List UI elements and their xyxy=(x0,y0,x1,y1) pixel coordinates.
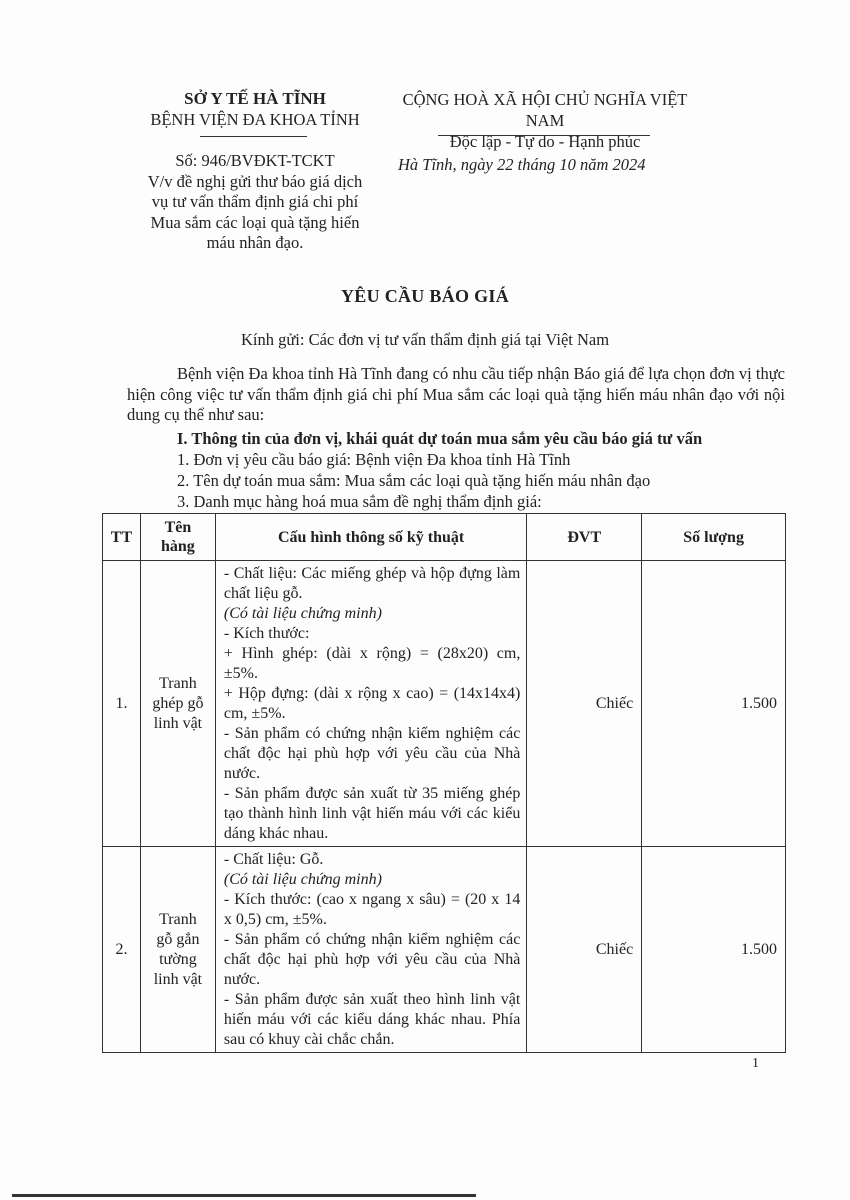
header-specification: Cấu hình thông số kỹ thuật xyxy=(215,514,526,561)
spec-line: - Chất liệu: Gỗ. xyxy=(223,851,324,868)
section-heading: I. Thông tin của đơn vị, khái quát dự toán mua sắm yêu cầu báo giá tư vấn xyxy=(177,429,703,448)
spec-line: - Sản phẩm có chứng nhận kiểm nghiệm các chất độc hại phù hợp với yêu cầu của Nhà nước. xyxy=(223,931,521,988)
subject-line: Mua sắm các loại quà tặng hiến xyxy=(150,212,360,232)
spec-line: + Hình ghép: (dài x rộng) = (28x20) cm, ±5%. xyxy=(223,645,521,682)
national-motto: Độc lập - Tự do - Hạnh phúc xyxy=(449,132,641,151)
subject-line: vụ tư vấn thẩm định giá chi phí xyxy=(151,192,359,211)
item-name-line: Tranh xyxy=(159,910,197,928)
organization-name: BỆNH VIỆN ĐA KHOA TỈNH xyxy=(150,110,360,129)
national-header-block xyxy=(390,89,700,152)
spec-line: - Chất liệu: Các miếng ghép và hộp đựng làm chất liệu gỗ. xyxy=(223,565,521,602)
document-reference-block xyxy=(110,151,400,254)
item-name-line: ghép gỗ xyxy=(152,694,204,712)
item-specification xyxy=(215,847,526,1053)
header-item-name-line: hàng xyxy=(161,538,195,555)
national-title: CỘNG HOÀ XÃ HỘI CHỦ NGHĨA VIỆT NAM xyxy=(402,90,688,130)
spec-line: - Kích thước: (cao x ngang x sâu) = (20 x 14 x 0,5) cm, ±5%. xyxy=(223,891,521,928)
scan-edge-bar xyxy=(12,1194,476,1197)
spec-line: - Sản phẩm có chứng nhận kiểm nghiệm các chất độc hại phù hợp với yêu cầu của Nhà nước. xyxy=(223,725,521,782)
header-quantity: Số lượng xyxy=(642,514,786,561)
header-tt: TT xyxy=(103,514,141,561)
table-row xyxy=(103,847,786,1053)
header-unit: ĐVT xyxy=(527,514,642,561)
item-name-line: gỗ gắn xyxy=(156,930,200,948)
section-item: 1. Đơn vị yêu cầu báo giá: Bệnh viện Đa khoa tỉnh Hà Tĩnh xyxy=(177,450,571,469)
table-row xyxy=(103,561,786,847)
document-title: YÊU CẦU BÁO GIÁ xyxy=(340,286,509,306)
item-quantity: 1.500 xyxy=(642,847,786,1053)
subject-line: V/v đề nghị gửi thư báo giá dịch xyxy=(147,171,363,191)
item-unit: Chiếc xyxy=(527,847,642,1053)
item-name-line: tường xyxy=(159,950,197,968)
place-and-date: Hà Tĩnh, ngày 22 tháng 10 năm 2024 xyxy=(398,155,646,174)
parent-organization: SỞ Y TẾ HÀ TĨNH xyxy=(184,89,326,108)
item-name-line: linh vật xyxy=(153,714,203,732)
document-number: Số: 946/BVĐKT-TCKT xyxy=(175,151,335,170)
item-name-line: linh vật xyxy=(153,970,203,988)
section-info xyxy=(177,428,702,512)
section-item: 2. Tên dự toán mua sắm: Mua sắm các loại quà tặng hiến máu nhân đạo xyxy=(177,471,651,490)
row-number: 2. xyxy=(103,847,141,1053)
left-header-underline xyxy=(200,136,307,137)
item-name xyxy=(140,561,215,847)
spec-line: (Có tài liệu chứng minh) xyxy=(223,605,382,622)
recipient-line: Kính gửi: Các đơn vị tư vấn thẩm định giá tại Việt Nam xyxy=(240,330,610,349)
spec-line: + Hộp đựng: (dài x rộng x cao) = (14x14x4) cm, ±5%. xyxy=(223,685,521,722)
item-name xyxy=(140,847,215,1053)
intro-paragraph: Bệnh viện Đa khoa tỉnh Hà Tĩnh đang có nhu cầu tiếp nhận Báo giá để lựa chọn đơn vị thực hiện công việc tư vấn thẩm định giá chi phí Mua sắm các loại quà tặng hiến máu nhân đạo với nội dung cụ thể như sau: xyxy=(127,364,785,424)
goods-table xyxy=(102,513,786,1053)
item-name-line: Tranh xyxy=(159,674,197,692)
spec-line: - Sản phẩm được sản xuất từ 35 miếng ghép tạo thành hình linh vật hiến máu với các kiểu dáng khác nhau. xyxy=(223,785,521,842)
row-number: 1. xyxy=(103,561,141,847)
spec-line: (Có tài liệu chứng minh) xyxy=(223,871,382,888)
header-item-name-line: Tên xyxy=(164,519,192,536)
spec-line: - Kích thước: xyxy=(223,625,310,642)
table-header-row xyxy=(103,514,786,561)
item-specification xyxy=(215,561,526,847)
section-item: 3. Danh mục hàng hoá mua sắm đề nghị thẩm định giá: xyxy=(177,492,542,511)
spec-line: - Sản phẩm được sản xuất theo hình linh vật hiến máu với các kiểu dáng khác nhau. Phía sau có khuy cài chắc chắn. xyxy=(223,991,521,1048)
page-number: 1 xyxy=(752,1056,759,1071)
right-header-underline xyxy=(438,135,650,136)
issuing-authority-block xyxy=(110,88,400,130)
subject-line: máu nhân đạo. xyxy=(206,233,304,252)
item-unit: Chiếc xyxy=(527,561,642,847)
item-quantity: 1.500 xyxy=(642,561,786,847)
header-item-name xyxy=(140,514,215,561)
